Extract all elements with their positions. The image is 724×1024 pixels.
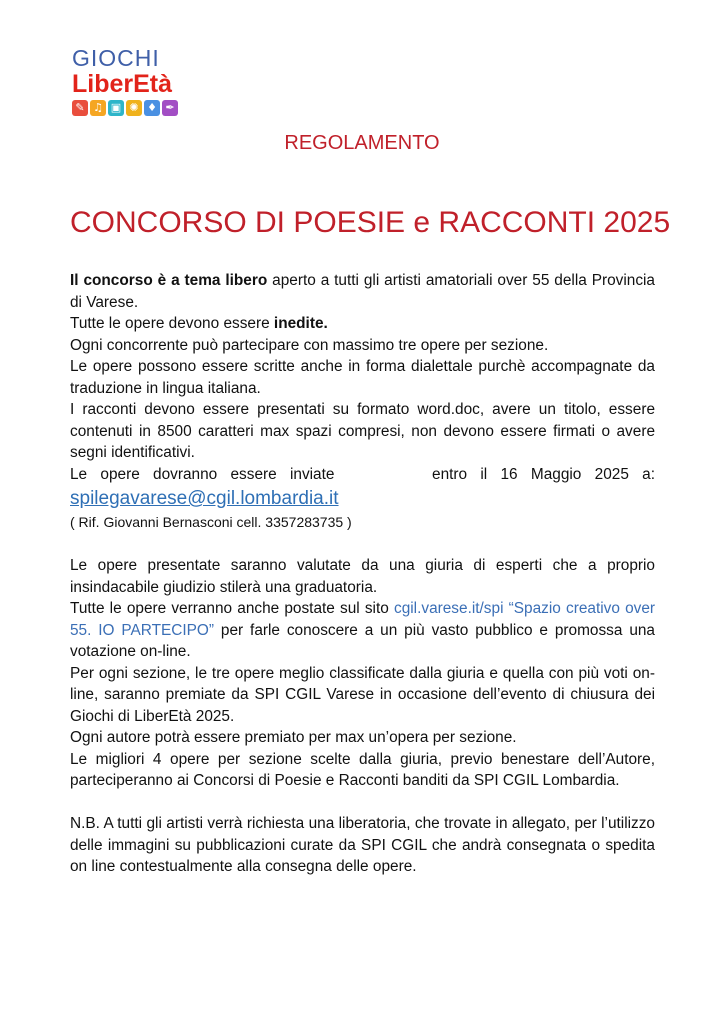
deadline-right: entro il 16 Maggio 2025 a: [432,465,655,483]
bold-unpublished: inedite. [273,315,328,332]
paragraph-unpublished [70,313,655,335]
logo-giochi: GIOCHI [72,45,160,71]
film-reel-icon: ✺ [126,100,142,116]
page-title: CONCORSO DI POESIE e RACCONTI 2025 [70,206,671,239]
paragraph-lombardia: Le migliori 4 opere per sezione scelte dalla giuria, previo benestare dell’Autore, parteciperanno ai Concorsi di Poesie e Racconti banditi da SPI CGIL Lombardia. [70,750,655,789]
paragraph-max-works: Ogni concorrente può partecipare con massimo tre opere per sezione. [70,336,549,354]
paragraph-dialect: Le opere possono essere scritte anche in forma dialettale purchè accompagnate da traduzione in lingua italiana. [70,358,655,397]
logo [72,46,192,116]
paragraph-one-prize: Ogni autore potrà essere premiato per max un’opera per sezione. [70,729,517,746]
bold-theme: Il concorso è a tema libero [70,272,268,289]
paragraph-website [70,598,655,663]
paragraph-stories-format: I racconti devono essere presentati su formato word.doc, avere un titolo, essere contenuti in 8500 caratteri max spazi compresi, non devono essere firmati o avere segni identificativi. [70,401,655,461]
email-link[interactable]: spilegavarese@cgil.lombardia.it [70,488,339,509]
paint-palette-icon: ✎ [72,100,88,116]
paragraph-theme [70,270,655,313]
email-line [70,485,655,512]
photo-icon: ▣ [108,100,124,116]
paragraph-note: N.B. A tutti gli artisti verrà richiesta una liberatoria, che trovate in allegato, per l’utilizzo delle immagini su pubblicazioni curate da SPI CGIL che andrà consegnata o spedita on line contestualmente alla consegna delle opere. [70,815,655,875]
paragraph-prizes: Per ogni sezione, le tre opere meglio classificate dalla giuria e quella con più voti on-line, saranno premiate da SPI CGIL Varese in occasione dell’evento di chiusura dei Giochi di LiberEtà 2025. [70,664,655,725]
cards-icon: ♦ [144,100,160,116]
paragraph-jury: Le opere presentate saranno valutate da una giuria di esperti che a proprio insindacabile giudizio stilerà una graduatoria. [70,557,655,596]
paragraph-deadline [70,464,655,486]
page-heading: REGOLAMENTO [284,132,440,154]
text-unpublished: Tutte le opere devono essere [70,315,274,332]
logo-icons [72,100,192,116]
website-link[interactable]: cgil.varese.it/spi “Spazio creativo over 55. IO PARTECIPO” [70,600,656,639]
deadline-left: Le opere dovranno essere inviate [70,465,335,483]
website-before: Tutte le opere verranno anche postate sul sito [70,600,394,617]
logo-liberta: LiberEtà [72,70,173,98]
pen-nib-icon: ✒ [162,100,178,116]
reference-contact: ( Rif. Giovanni Bernasconi cell. 3357283735 ) [70,514,352,530]
website-after: per farle conoscere a un più vasto pubblico e promossa una votazione on-line. [70,621,655,660]
rules-body [70,270,655,878]
music-note-icon: ♫ [90,100,106,116]
text-theme: aperto a tutti gli artisti amatoriali over 55 della Provincia di Varese. [70,272,655,311]
